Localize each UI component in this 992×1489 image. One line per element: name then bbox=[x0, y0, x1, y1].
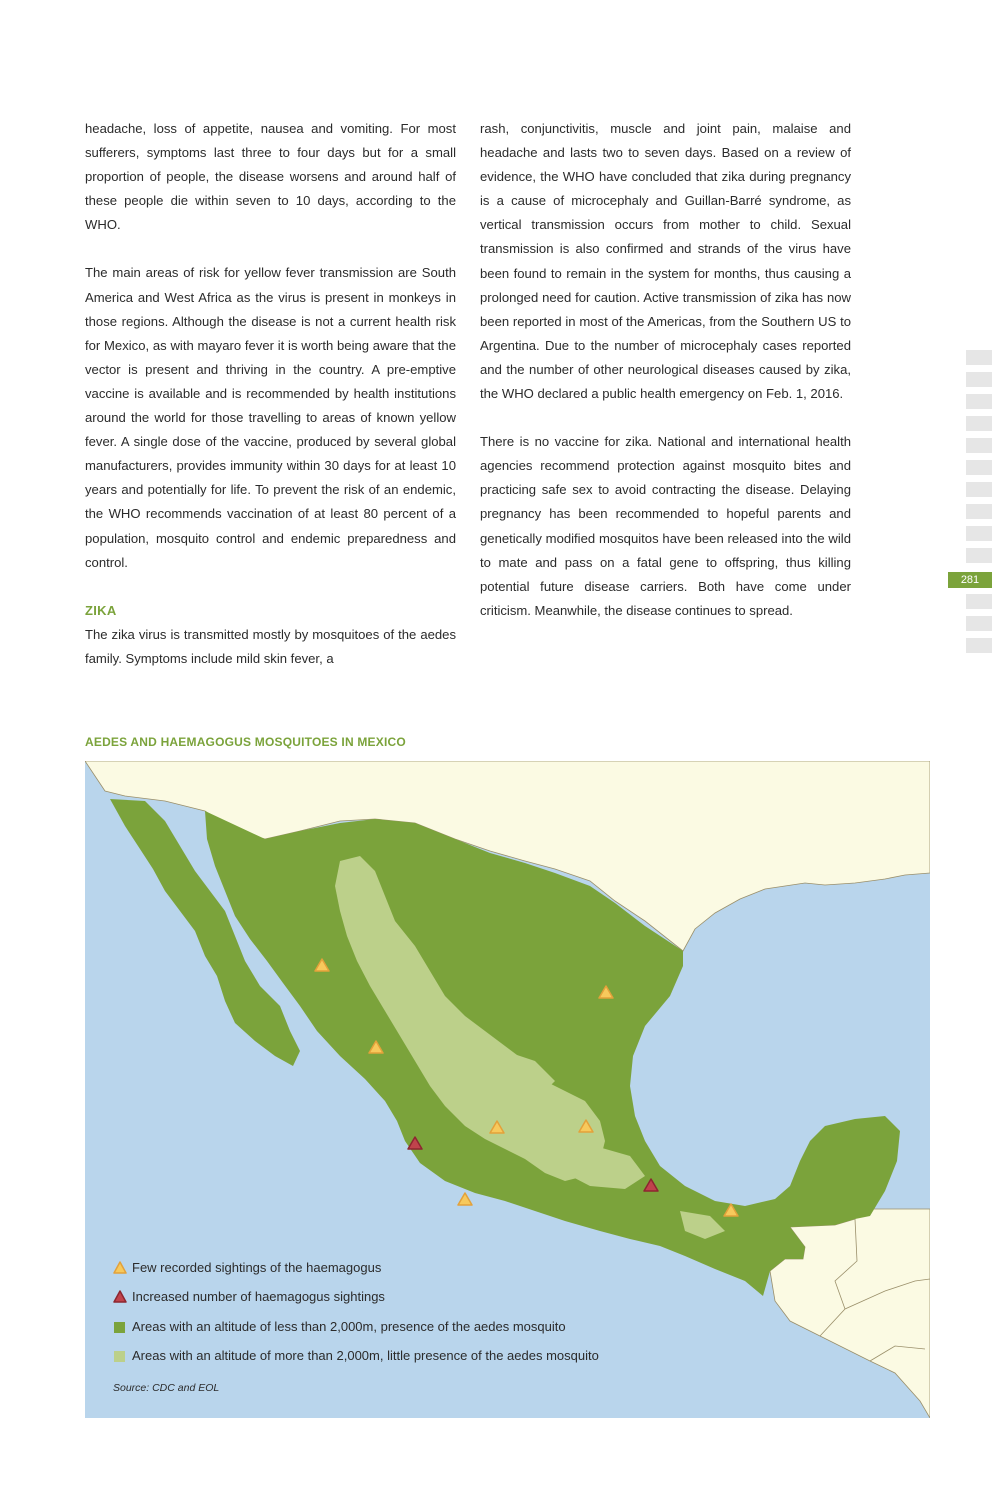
thumb-tab bbox=[966, 372, 992, 387]
thumb-tab bbox=[966, 594, 992, 609]
paragraph: There is no vaccine for zika. National and international health agencies recommend protection against mosquito bites and practicing safe sex to avoid contracting the disease. Delaying pregnancy has been recommended to hopeful parents and genetically modified mosquitos have been released into the wild to mate and pass on a fatal gene to offspring, thus killing potential future disease carriers. Both have come under criticism. Meanwhile, the disease continues to spread. bbox=[480, 434, 851, 618]
thumb-tab bbox=[966, 438, 992, 453]
yellow-triangle-icon bbox=[112, 1260, 128, 1276]
page-number: 281 bbox=[948, 572, 992, 588]
thumb-tab bbox=[966, 460, 992, 475]
legend-label: Few recorded sightings of the haemagogus bbox=[132, 1260, 382, 1275]
thumb-tab bbox=[966, 350, 992, 365]
paragraph: headache, loss of appetite, nausea and vomiting. For most sufferers, symptoms last three to four days but for a small proportion of people, the disease worsens and around half of these people die within seven to 10 days, according to the WHO. bbox=[85, 121, 456, 233]
thumb-tab bbox=[966, 616, 992, 631]
thumb-tab bbox=[966, 482, 992, 497]
map-title: AEDES AND HAEMAGOGUS MOSQUITOES IN MEXICO bbox=[85, 735, 406, 749]
legend-label: Areas with an altitude of less than 2,000m, presence of the aedes mosquito bbox=[132, 1319, 566, 1334]
article-column-right bbox=[480, 117, 851, 623]
thumb-tab bbox=[966, 638, 992, 653]
dark-green-square-icon bbox=[112, 1319, 128, 1335]
legend-label: Increased number of haemagogus sightings bbox=[132, 1289, 385, 1304]
thumb-tab bbox=[966, 504, 992, 519]
red-triangle-icon bbox=[112, 1289, 128, 1305]
light-green-square-icon bbox=[112, 1348, 128, 1364]
section-heading-zika: ZIKA bbox=[85, 602, 117, 618]
paragraph: rash, conjunctivitis, muscle and joint pain, malaise and headache and lasts two to seven days. Based on a review of evidence, the WHO have concluded that zika during pregnancy is a cause of microcephaly and Guillan-Barré syndrome, as vertical transmission occurs from mother to child. Sexual transmission is also confirmed and strands of the virus have been found to remain in the system for months, thus causing a prolonged need for caution. Active transmission of zika has now been reported in most of the Americas, from the Southern US to Argentina. Due to the number of microcephaly cases reported and the number of other neurological diseases caused by zika, the WHO declared a public health emergency on Feb. 1, 2016. bbox=[480, 121, 851, 402]
legend-label: Areas with an altitude of more than 2,000m, little presence of the aedes mosquito bbox=[132, 1348, 599, 1363]
map-source: Source: CDC and EOL bbox=[113, 1382, 220, 1394]
thumb-tab bbox=[966, 416, 992, 431]
paragraph: The zika virus is transmitted mostly by mosquitoes of the aedes family. Symptoms include mild skin fever, a bbox=[85, 626, 456, 666]
paragraph: The main areas of risk for yellow fever transmission are South America and West Africa as the virus is present in monkeys in those regions. Although the disease is not a current health risk for Mexico, as with mayaro fever it is worth being aware that the vector is present and thriving in the country. A pre-emptive vaccine is available and is recommended by health institutions around the world for those travelling to areas of known yellow fever. A single dose of the vaccine, produced by several global manufacturers, provides immunity within 30 days for at least 10 years and potentially for life. To prevent the risk of an endemic, the WHO recommends vaccination of at least 80 percent of a population, mosquito control and endemic preparedness and control. bbox=[85, 265, 456, 570]
article-column-left bbox=[85, 117, 456, 671]
thumb-tab bbox=[966, 548, 992, 563]
thumb-tab bbox=[966, 394, 992, 409]
thumb-tab bbox=[966, 526, 992, 541]
